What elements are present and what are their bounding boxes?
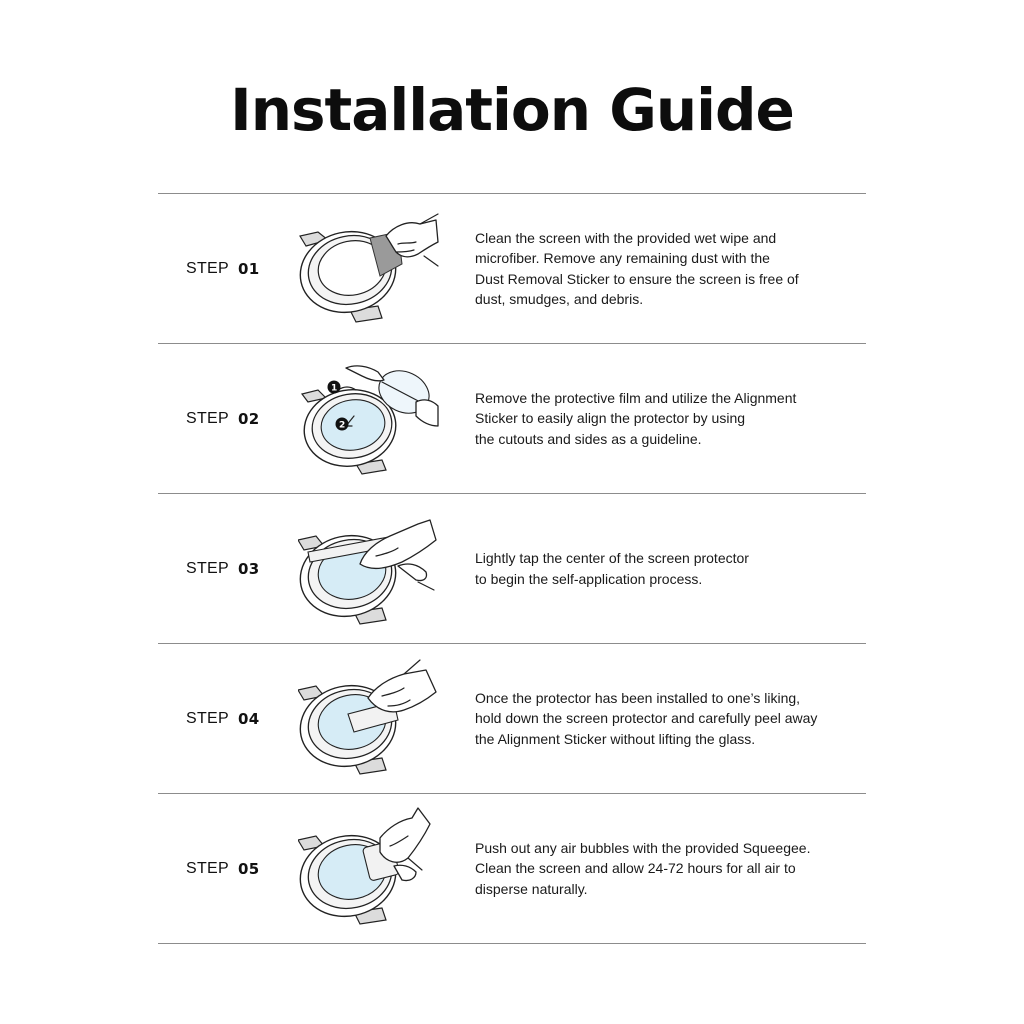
step-label — [186, 794, 259, 943]
step-description: Clean the screen with the provided wet wipe and microfiber. Remove any remaining dust with the Dust Removal Sticker to ensure the screen is free of dust, smudges, and debris. — [475, 229, 799, 307]
step-02 — [158, 344, 866, 494]
step-01 — [158, 194, 866, 344]
step-label — [186, 644, 259, 793]
page-title: Installation Guide — [230, 76, 794, 144]
align-protector-icon — [298, 356, 440, 481]
step-label — [186, 344, 259, 493]
step-word: STEP — [186, 409, 229, 427]
step-03 — [158, 494, 866, 644]
squeegee-icon — [298, 806, 440, 931]
tap-center-icon — [298, 506, 440, 631]
wipe-clean-icon — [298, 206, 440, 331]
step-description: Remove the protective film and utilize the Alignment Sticker to easily align the protector by using the cutouts and sides as a guideline. — [475, 389, 797, 447]
step-word: STEP — [186, 709, 229, 727]
step-04 — [158, 644, 866, 794]
step-number: 02 — [238, 409, 260, 428]
step-05 — [158, 794, 866, 944]
step-label — [186, 194, 259, 343]
steps-list — [158, 193, 866, 944]
step-number: 01 — [238, 259, 260, 278]
step-label — [186, 494, 259, 643]
step-word: STEP — [186, 259, 229, 277]
step-number: 04 — [238, 709, 260, 728]
step-word: STEP — [186, 559, 229, 577]
badge-1: 1 — [331, 383, 338, 394]
step-number: 05 — [238, 859, 260, 878]
step-description: Once the protector has been installed to one’s liking, hold down the screen protector and carefully peel away the Alignment Sticker without lifting the glass. — [475, 689, 818, 747]
badge-2: 2 — [339, 420, 346, 431]
step-description: Lightly tap the center of the screen protector to begin the self-application process. — [475, 550, 749, 587]
step-description: Push out any air bubbles with the provided Squeegee. Clean the screen and allow 24-72 hours for all air to disperse naturally. — [475, 839, 811, 897]
peel-sticker-icon — [298, 656, 440, 781]
step-word: STEP — [186, 859, 229, 877]
step-number: 03 — [238, 559, 260, 578]
